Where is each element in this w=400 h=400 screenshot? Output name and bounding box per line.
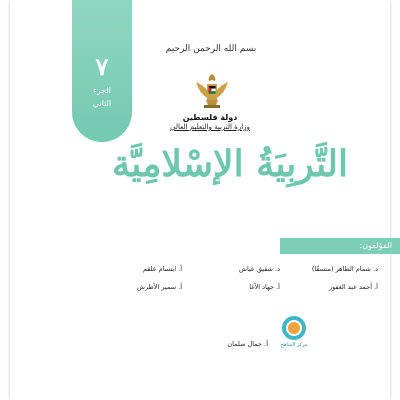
- publisher-logo-text: مركز المناهج: [280, 342, 308, 348]
- author-2: د. شفيق عياش: [239, 265, 280, 273]
- grade-label: [72, 84, 132, 110]
- publisher-logo-icon: [282, 316, 306, 340]
- author-6: أ. سمير الأطرش: [137, 283, 182, 291]
- author-3: أ. ابتسام علقم: [142, 265, 182, 273]
- ministry-name: وزارة التربية والتعليم العالي: [170, 123, 250, 131]
- author-4: أ. أحمد عبد الغفور: [328, 283, 378, 291]
- book-title: التَّربِيَةُ الإسْلامِيَّة: [111, 143, 349, 185]
- author-7: أ. جمال سلمان: [227, 340, 268, 348]
- grade-number: ٧: [95, 52, 109, 81]
- grade-label-line1: الجزء: [93, 86, 111, 95]
- book-cover: [10, 0, 390, 400]
- basmala: بسم الله الرحمن الرحيم: [165, 44, 257, 54]
- author-1: د. شمام الطاهر (منسقًا): [311, 265, 378, 273]
- state-name: دولة فلسطين: [182, 113, 238, 122]
- author-5: أ. جهاد الآغا: [249, 283, 280, 291]
- palestine-eagle-emblem-icon: [192, 72, 232, 110]
- authors-heading: المؤلفون:: [280, 238, 400, 254]
- grade-label-line2: الثاني: [92, 99, 112, 108]
- publisher-logo: [276, 316, 312, 358]
